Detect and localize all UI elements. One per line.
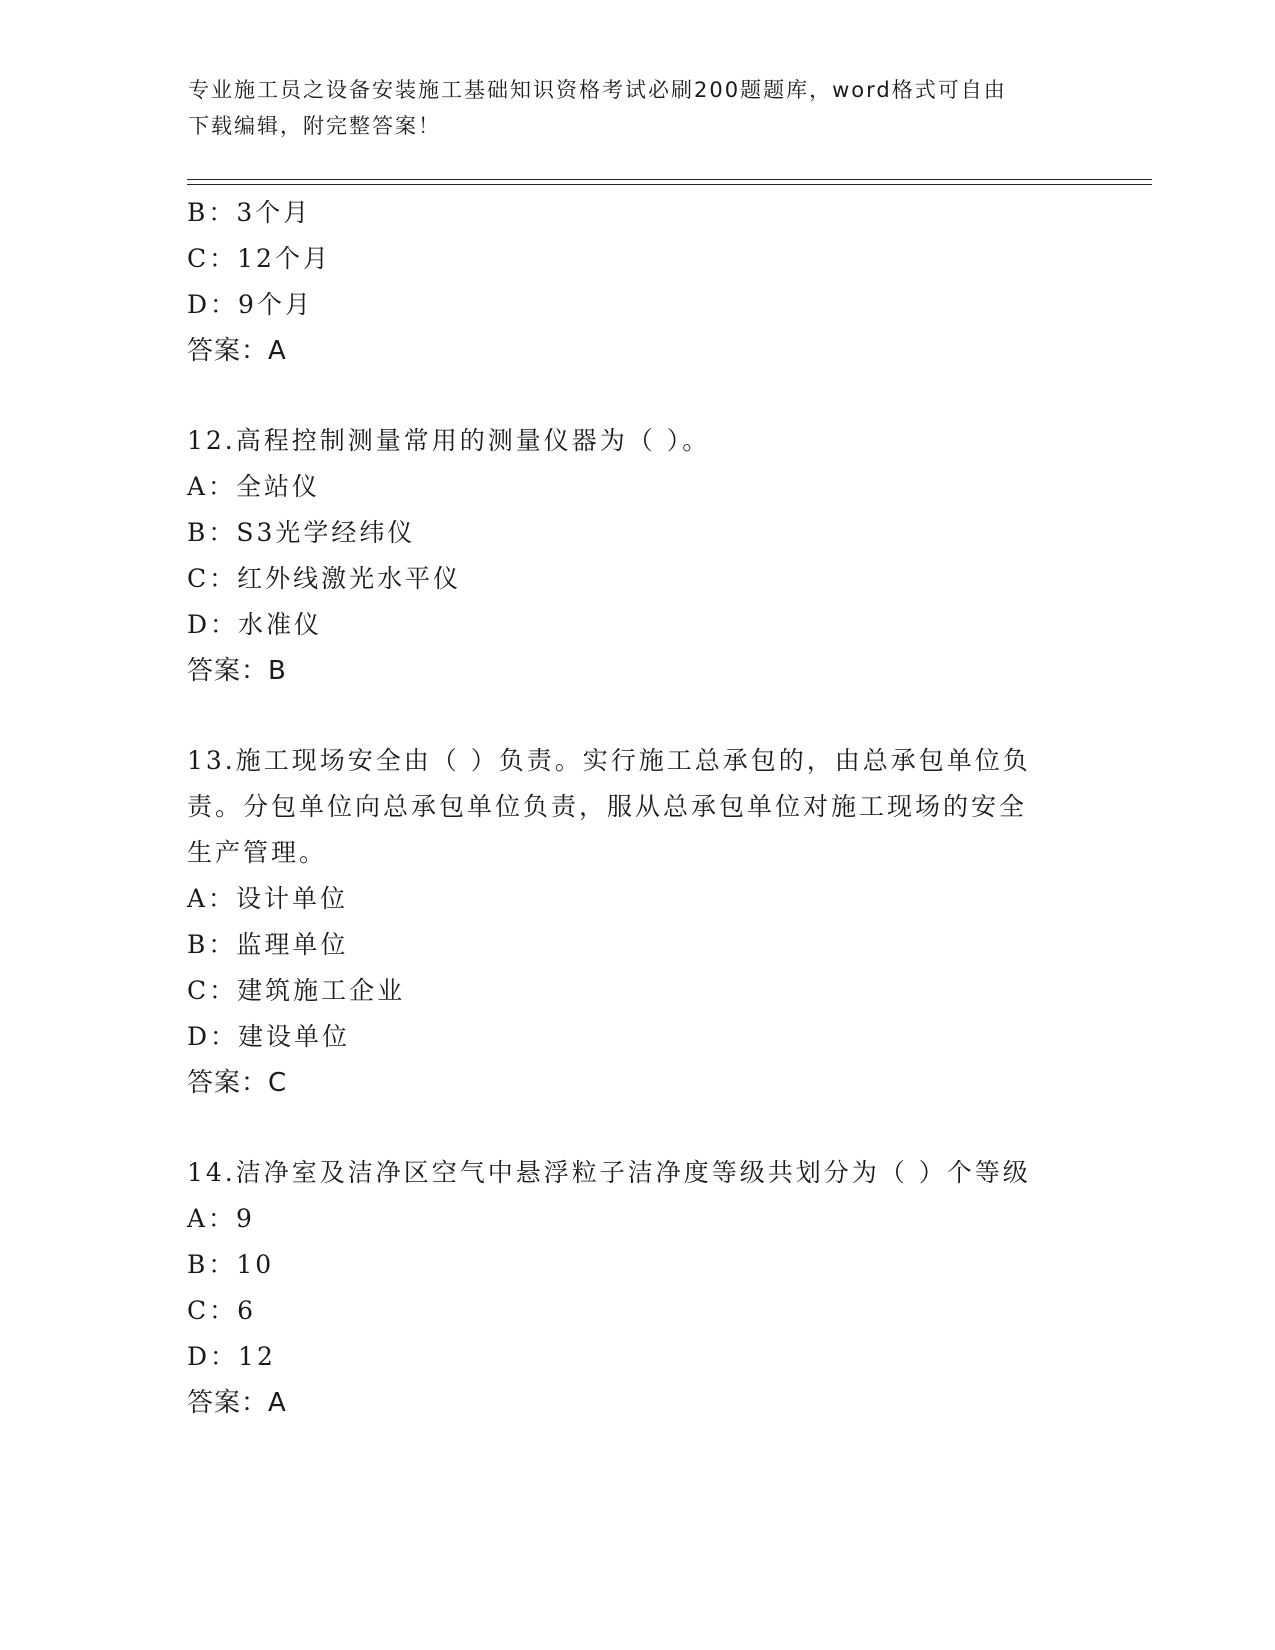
- question-stem: 14.洁净室及洁净区空气中悬浮粒子洁净度等级共划分为（ ）个等级: [187, 1158, 1031, 1187]
- question-13: [187, 738, 1067, 1106]
- question-stem-line-2: 责。分包单位向总承包单位负责，服从总承包单位对施工现场的安全: [187, 792, 1028, 821]
- option-c: C：红外线激光水平仪: [187, 564, 462, 593]
- question-spacer: [187, 374, 1067, 418]
- option-c: C：6: [187, 1296, 257, 1325]
- question-11-tail: [187, 190, 1067, 374]
- answer-line: 答案：A: [187, 336, 287, 366]
- option-b: B：监理单位: [187, 930, 349, 959]
- answer-line: 答案：B: [187, 656, 287, 686]
- option-c: C：建筑施工企业: [187, 976, 406, 1005]
- question-spacer: [187, 1106, 1067, 1150]
- question-stem-line-1: 13.施工现场安全由（ ）负责。实行施工总承包的，由总承包单位负: [187, 746, 1031, 775]
- option-d: D：水准仪: [187, 610, 323, 639]
- option-d: D：建设单位: [187, 1022, 351, 1051]
- option-d: D：12: [187, 1342, 276, 1371]
- option-c: C：12个月: [187, 244, 331, 273]
- header-divider-bottom: [187, 184, 1152, 185]
- question-stem: 12.高程控制测量常用的测量仪器为（ ）。: [187, 426, 711, 455]
- question-14: [187, 1150, 1067, 1426]
- option-d: D：9个月: [187, 290, 313, 319]
- option-b: B：3个月: [187, 198, 312, 227]
- answer-line: 答案：C: [187, 1068, 288, 1098]
- header-line-1: 专业施工员之设备安装施工基础知识资格考试必刷200题题库，word格式可自由: [188, 78, 1007, 102]
- question-list: [187, 190, 1067, 1426]
- document-header: [188, 72, 1068, 144]
- header-divider-top: [187, 179, 1152, 180]
- option-b: B：S3光学经纬仪: [187, 518, 416, 547]
- answer-line: 答案：A: [187, 1388, 287, 1418]
- option-a: A：9: [187, 1204, 255, 1233]
- option-a: A：设计单位: [187, 884, 349, 913]
- question-12: [187, 418, 1067, 694]
- option-a: A：全站仪: [187, 472, 321, 501]
- question-spacer: [187, 694, 1067, 738]
- header-line-2: 下载编辑，附完整答案！: [188, 114, 441, 138]
- option-b: B：10: [187, 1250, 275, 1279]
- question-stem-line-3: 生产管理。: [187, 838, 328, 867]
